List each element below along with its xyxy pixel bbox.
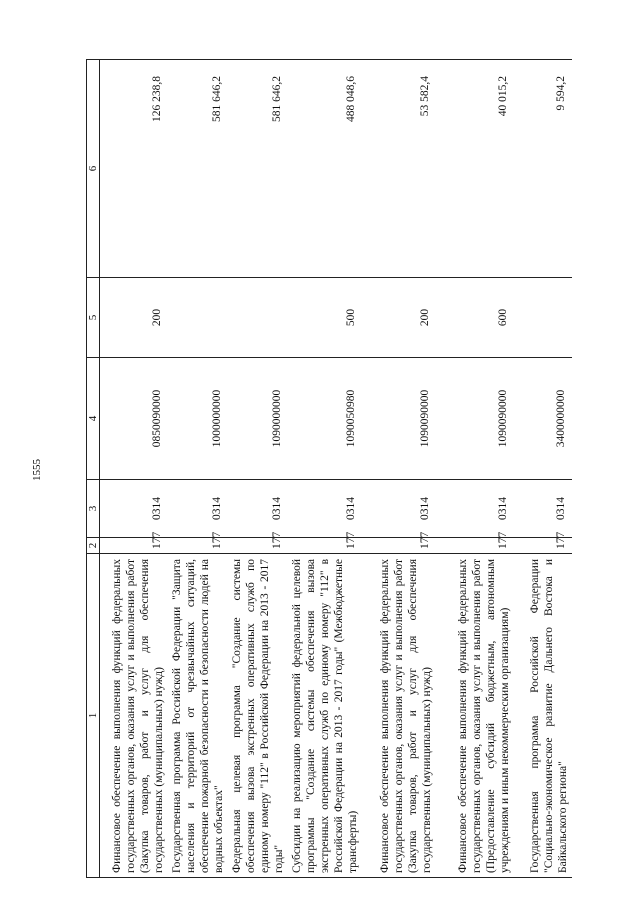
table-row	[168, 60, 228, 878]
row-vr	[228, 278, 288, 358]
row-vr	[514, 278, 572, 358]
table-row	[514, 60, 572, 878]
row-csr: 1090050980	[288, 358, 362, 480]
table-row	[436, 60, 514, 878]
row-grbs: 177	[362, 538, 436, 554]
row-amount: 9 594,2	[514, 60, 572, 278]
row-name: Государственная программа Российской Федерации "Социально-экономическое развитие Дальнего Востока и Байкальского региона"	[514, 554, 572, 878]
row-amount: 488 048,6	[288, 60, 362, 278]
row-rz: 0314	[228, 480, 288, 538]
row-csr: 0850090000	[100, 358, 168, 480]
header-col-4: 4	[87, 358, 100, 480]
row-grbs: 177	[228, 538, 288, 554]
row-csr: 1090090000	[436, 358, 514, 480]
row-vr: 500	[288, 278, 362, 358]
header-col-2: 2	[87, 538, 100, 554]
budget-table	[86, 59, 572, 878]
row-rz: 0314	[288, 480, 362, 538]
page-number: 1555	[31, 459, 43, 481]
row-rz: 0314	[514, 480, 572, 538]
row-vr: 200	[100, 278, 168, 358]
table-row	[288, 60, 362, 878]
row-grbs: 177	[100, 538, 168, 554]
row-grbs: 177	[436, 538, 514, 554]
row-grbs: 177	[168, 538, 228, 554]
row-name: Финансовое обеспечение выполнения функций федеральных государственных органов, оказания услуг и выполнения работ (Закупка товаров, работ и услуг для обеспечения государственных (муниципальных) нужд)	[100, 554, 168, 878]
row-name: Финансовое обеспечение выполнения функций федеральных государственных органов, оказания услуг и выполнения работ (Предоставление субсидий бюджетным, автономным учреждениям и иным некоммерческим организациям)	[436, 554, 514, 878]
row-amount: 581 646,2	[228, 60, 288, 278]
row-amount: 53 582,4	[362, 60, 436, 278]
row-vr: 600	[436, 278, 514, 358]
row-csr: 1090090000	[362, 358, 436, 480]
row-name: Государственная программа Российской Федерации "Защита населения и территорий от чрезвычайных ситуаций, обеспечение пожарной безопасности и безопасности людей на водных объектах"	[168, 554, 228, 878]
row-csr: 1000000000	[168, 358, 228, 480]
row-amount: 40 015,2	[436, 60, 514, 278]
header-col-1: 1	[87, 554, 100, 878]
row-csr: 3400000000	[514, 358, 572, 480]
row-rz: 0314	[362, 480, 436, 538]
header-col-5: 5	[87, 278, 100, 358]
row-grbs: 177	[288, 538, 362, 554]
table-row	[100, 60, 168, 878]
row-amount: 581 646,2	[168, 60, 228, 278]
row-amount: 126 238,8	[100, 60, 168, 278]
row-rz: 0314	[100, 480, 168, 538]
row-vr	[168, 278, 228, 358]
row-name: Субсидии на реализацию мероприятий федеральной целевой программы "Создание системы обеспечения вызова экстренных оперативных служб по единому номеру "112" в Российской Федерации на 2013 - 2017 годы" (Межбюджетные трансферты)	[288, 554, 362, 878]
row-grbs: 177	[514, 538, 572, 554]
header-col-6: 6	[87, 60, 100, 278]
row-vr: 200	[362, 278, 436, 358]
budget-table-rotated	[86, 60, 569, 878]
header-col-3: 3	[87, 480, 100, 538]
row-name: Федеральная целевая программа "Создание системы обеспечения вызова экстренных оперативных служб по единому номеру "112" в Российской Федерации на 2013 - 2017 годы"	[228, 554, 288, 878]
table-row	[362, 60, 436, 878]
row-csr: 1090000000	[228, 358, 288, 480]
header-row	[87, 60, 100, 878]
table-row	[228, 60, 288, 878]
row-rz: 0314	[436, 480, 514, 538]
row-rz: 0314	[168, 480, 228, 538]
row-name: Финансовое обеспечение выполнения функций федеральных государственных органов, оказания услуг и выполнения работ (Закупка товаров, работ и услуг для обеспечения государственных (муниципальных) нужд)	[362, 554, 436, 878]
